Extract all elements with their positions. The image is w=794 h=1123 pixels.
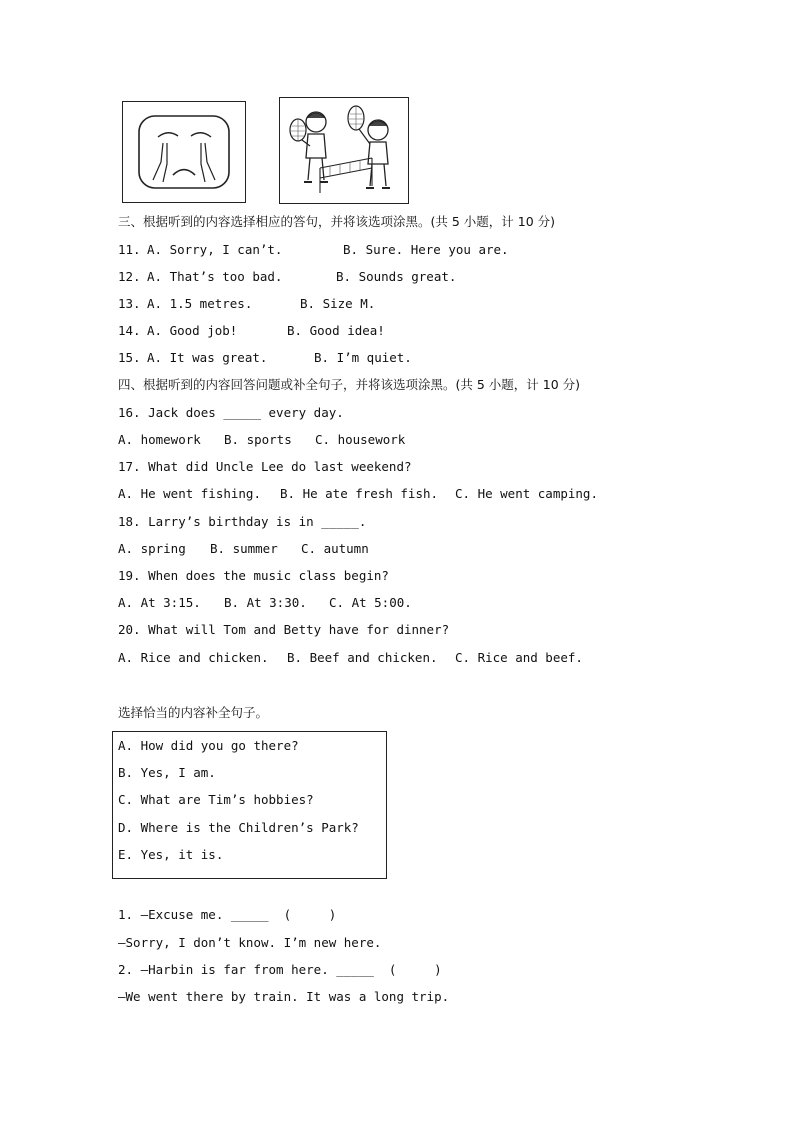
dialogue-line: —We went there by train. It was a long trip. (118, 989, 450, 1004)
option-c: C. At 5:00. (329, 595, 412, 610)
question-number: 14. (118, 323, 141, 338)
box-option-b: B. Yes, I am. (118, 765, 216, 780)
picture-badminton (279, 97, 409, 204)
option-a: A. Sorry, I can’t. (147, 242, 283, 257)
option-b: B. Size M. (300, 296, 376, 311)
question-number: 15. (118, 350, 141, 365)
option-b: B. Beef and chicken. (287, 650, 438, 665)
option-a: A. homework (118, 432, 201, 447)
question-number: 11. (118, 242, 141, 257)
option-a: A. 1.5 metres. (147, 296, 253, 311)
box-option-a: A. How did you go there? (118, 738, 299, 753)
option-c: C. autumn (301, 541, 369, 556)
dialogue-line: 2. —Harbin is far from here. _____ ( ) (118, 962, 442, 977)
dialogue-line: —Sorry, I don’t know. I’m new here. (118, 935, 382, 950)
option-b: B. At 3:30. (224, 595, 307, 610)
option-b: B. Sounds great. (336, 269, 457, 284)
option-a: A. It was great. (147, 350, 268, 365)
option-b: B. I’m quiet. (314, 350, 412, 365)
section5-heading: 选择恰当的内容补全句子。 (118, 705, 269, 720)
question-number: 13. (118, 296, 141, 311)
box-option-e: E. Yes, it is. (118, 847, 224, 862)
question-text: 16. Jack does _____ every day. (118, 405, 344, 420)
option-b: B. summer (210, 541, 278, 556)
box-option-d: D. Where is the Children’s Park? (118, 820, 359, 835)
question-text: 17. What did Uncle Lee do last weekend? (118, 459, 412, 474)
picture-sad-face (122, 101, 246, 203)
box-option-c: C. What are Tim’s hobbies? (118, 792, 314, 807)
option-b: B. sports (224, 432, 292, 447)
option-b: B. He ate fresh fish. (280, 486, 439, 501)
sad-face-illustration (123, 102, 245, 202)
option-b: B. Good idea! (287, 323, 385, 338)
badminton-illustration (280, 98, 408, 203)
question-text: 18. Larry’s birthday is in _____. (118, 514, 367, 529)
option-a: A. spring (118, 541, 186, 556)
option-a: A. Good job! (147, 323, 238, 338)
option-c: C. Rice and beef. (455, 650, 583, 665)
option-a: A. That’s too bad. (147, 269, 283, 284)
question-text: 20. What will Tom and Betty have for dinner? (118, 622, 450, 637)
option-a: A. He went fishing. (118, 486, 261, 501)
question-text: 19. When does the music class begin? (118, 568, 389, 583)
option-b: B. Sure. Here you are. (343, 242, 509, 257)
option-c: C. housework (315, 432, 406, 447)
option-a: A. Rice and chicken. (118, 650, 269, 665)
question-number: 12. (118, 269, 141, 284)
section3-heading: 三、根据听到的内容选择相应的答句，并将该选项涂黑。(共 5 小题，计 10 分) (118, 214, 556, 229)
dialogue-line: 1. —Excuse me. _____ ( ) (118, 907, 337, 922)
option-c: C. He went camping. (455, 486, 598, 501)
section4-heading: 四、根据听到的内容回答问题或补全句子，并将该选项涂黑。(共 5 小题，计 10 分) (118, 377, 581, 392)
option-a: A. At 3:15. (118, 595, 201, 610)
